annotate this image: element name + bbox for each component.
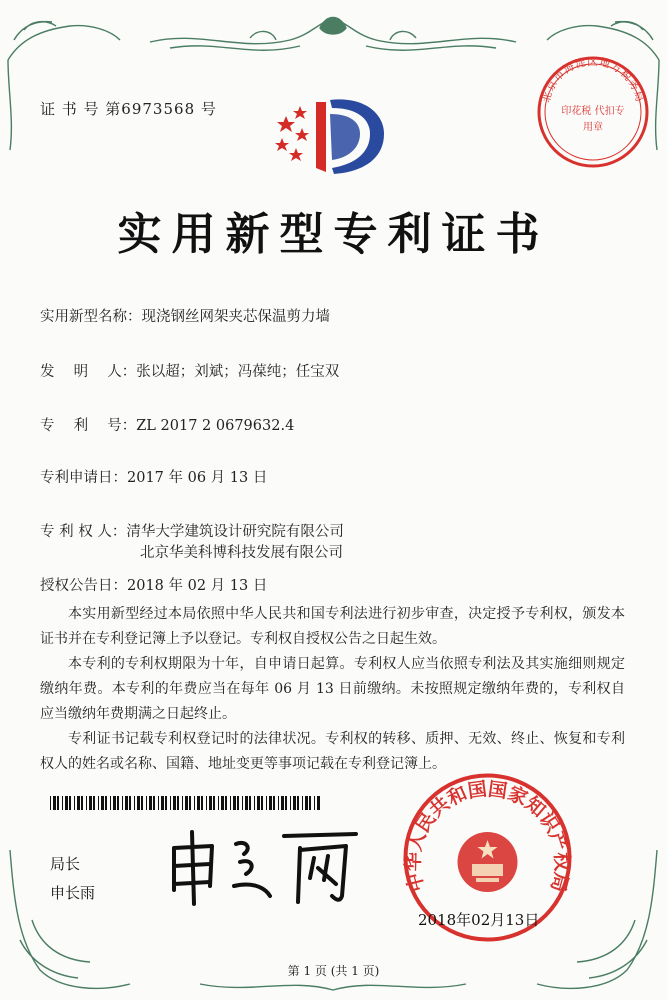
utility-model-name-value: 现浇钢丝网架夹芯保温剪力墙 (141, 309, 330, 325)
barcode-bar (77, 796, 80, 810)
barcode-bar (273, 796, 275, 810)
barcode-bar (305, 796, 308, 810)
utility-model-name-label: 实用新型名称： (40, 309, 142, 325)
barcode-bar (81, 796, 83, 810)
barcode-bar (189, 796, 191, 810)
tax-seal-ring-text: 北京市海淀区地方税务局 (540, 55, 646, 104)
barcode-bar (209, 796, 212, 810)
barcode-bar (153, 796, 155, 810)
barcode-bar (317, 796, 320, 810)
barcode-bar (201, 796, 203, 810)
filing-date-label: 专利申请日： (40, 470, 127, 486)
barcode-bar (213, 796, 215, 810)
patentee-value-2: 北京华美科博科技发展有限公司 (140, 545, 343, 561)
barcode-bar (86, 796, 87, 810)
barcode-bar (237, 796, 239, 810)
barcode-bar (177, 796, 179, 810)
barcode-bar (281, 796, 284, 810)
barcode-bar (125, 796, 128, 810)
tax-seal-inner-text: 印花税 代扣专用章 (561, 106, 625, 133)
barcode-bar (137, 796, 140, 810)
barcode-bar (285, 796, 287, 810)
tax-bureau-seal (533, 52, 653, 172)
barcode-bar (129, 796, 131, 810)
barcode-bar (242, 796, 243, 810)
barcode-bar (53, 796, 56, 810)
certificate-number: 证 书 号 第6973568 号 (40, 100, 217, 118)
barcode-bar (110, 796, 111, 810)
barcode-bar (134, 796, 135, 810)
barcode-bar (206, 796, 207, 810)
patentee (40, 520, 344, 541)
barcode-bar (297, 796, 299, 810)
barcode-bar (185, 796, 188, 810)
barcode-bar (225, 796, 227, 810)
state-seal-ring-text: 中华人民共和国国家知识产权局 (402, 778, 573, 895)
barcode-bar (302, 796, 303, 810)
barcode-bar (266, 796, 267, 810)
national-emblem-icon (458, 832, 518, 892)
body-paragraph: 专利证书记载专利权登记时的法律状况。专利权的转移、质押、无效、终止、恢复和专利权人的姓名或名称、国籍、地址变更等事项记载在专利登记簿上。 (40, 731, 625, 772)
document-title: 实用新型专利证书 (117, 209, 550, 260)
barcode-bar (69, 796, 71, 810)
patentee-label: 专 利 权 人： (40, 524, 127, 540)
barcode-bar (101, 796, 104, 810)
barcode-bar (245, 796, 248, 810)
patentee-value-1: 清华大学建筑设计研究院有限公司 (126, 524, 344, 540)
inventors (40, 360, 339, 381)
barcode-bar (62, 796, 63, 810)
barcode-bar (254, 796, 255, 810)
barcode-bar (257, 796, 260, 810)
grant-date (40, 574, 267, 595)
barcode-bar (98, 796, 99, 810)
filing-date-value: 2017 年 06 月 13 日 (127, 470, 268, 486)
barcode-bar (173, 796, 176, 810)
barcode-bar (309, 796, 311, 810)
filing-date (40, 466, 267, 487)
barcode-bar (278, 796, 279, 810)
barcode-bar (141, 796, 143, 810)
barcode-bar (146, 796, 147, 810)
official-name: 申长雨 (50, 884, 96, 902)
barcode-bar (158, 796, 159, 810)
barcode-bar (57, 796, 59, 810)
certificate-body (40, 602, 625, 777)
barcode-bar (182, 796, 183, 810)
director-signature (160, 826, 360, 906)
barcode-bar (50, 796, 51, 810)
barcode-bar (197, 796, 200, 810)
barcode-bar (165, 796, 167, 810)
grant-date-label: 授权公告日： (40, 578, 127, 594)
patent-number-label: 专 利 号： (40, 418, 137, 434)
inventors-value: 张以超；刘斌；冯葆纯；任宝双 (136, 364, 340, 380)
barcode-bar (65, 796, 68, 810)
official-position: 局长 (50, 855, 81, 873)
body-paragraph: 本实用新型经过本局依照中华人民共和国专利法进行初步审查，决定授予专利权，颁发本证书并在专利登记簿上予以登记。专利权自授权公告之日起生效。 (40, 606, 625, 647)
patent-number-value: ZL 2017 2 0679632.4 (136, 418, 295, 434)
barcode-bar (314, 796, 315, 810)
barcode-bar (230, 796, 231, 810)
barcode-bar (233, 796, 236, 810)
page-number: 第 1 页 (共 1 页) (287, 964, 380, 978)
barcode-bar (89, 796, 92, 810)
barcode-bar (161, 796, 164, 810)
barcode-bar (113, 796, 116, 810)
barcode-bar (290, 796, 291, 810)
barcode (50, 796, 320, 810)
body-paragraph: 本专利的专利权期限为十年，自申请日起算。专利权人应当依照专利法及其实施细则规定缴纳年费。本专利的年费应当在每年 06 月 13 日前缴纳。未按照规定缴纳年费的，专利权自应当缴纳年费期满之日起终止。 (40, 656, 625, 722)
seal-date: 2018年02月13日 (418, 911, 540, 929)
inventors-label: 发 明 人： (40, 364, 137, 380)
barcode-bar (93, 796, 95, 810)
grant-date-value: 2018 年 02 月 13 日 (127, 578, 268, 594)
patent-number (40, 414, 294, 435)
barcode-bar (149, 796, 152, 810)
barcode-bar (293, 796, 296, 810)
barcode-bar (218, 796, 219, 810)
barcode-bar (122, 796, 123, 810)
barcode-bar (117, 796, 119, 810)
barcode-bar (221, 796, 224, 810)
barcode-bar (261, 796, 263, 810)
barcode-bar (269, 796, 272, 810)
barcode-bar (170, 796, 171, 810)
barcode-bar (249, 796, 251, 810)
cnipa-logo-icon (272, 88, 392, 178)
barcode-bar (194, 796, 195, 810)
barcode-bar (74, 796, 75, 810)
svg-text:北京市海淀区地方税务局 (540, 55, 645, 104)
barcode-bar (105, 796, 107, 810)
utility-model-name (40, 305, 330, 326)
